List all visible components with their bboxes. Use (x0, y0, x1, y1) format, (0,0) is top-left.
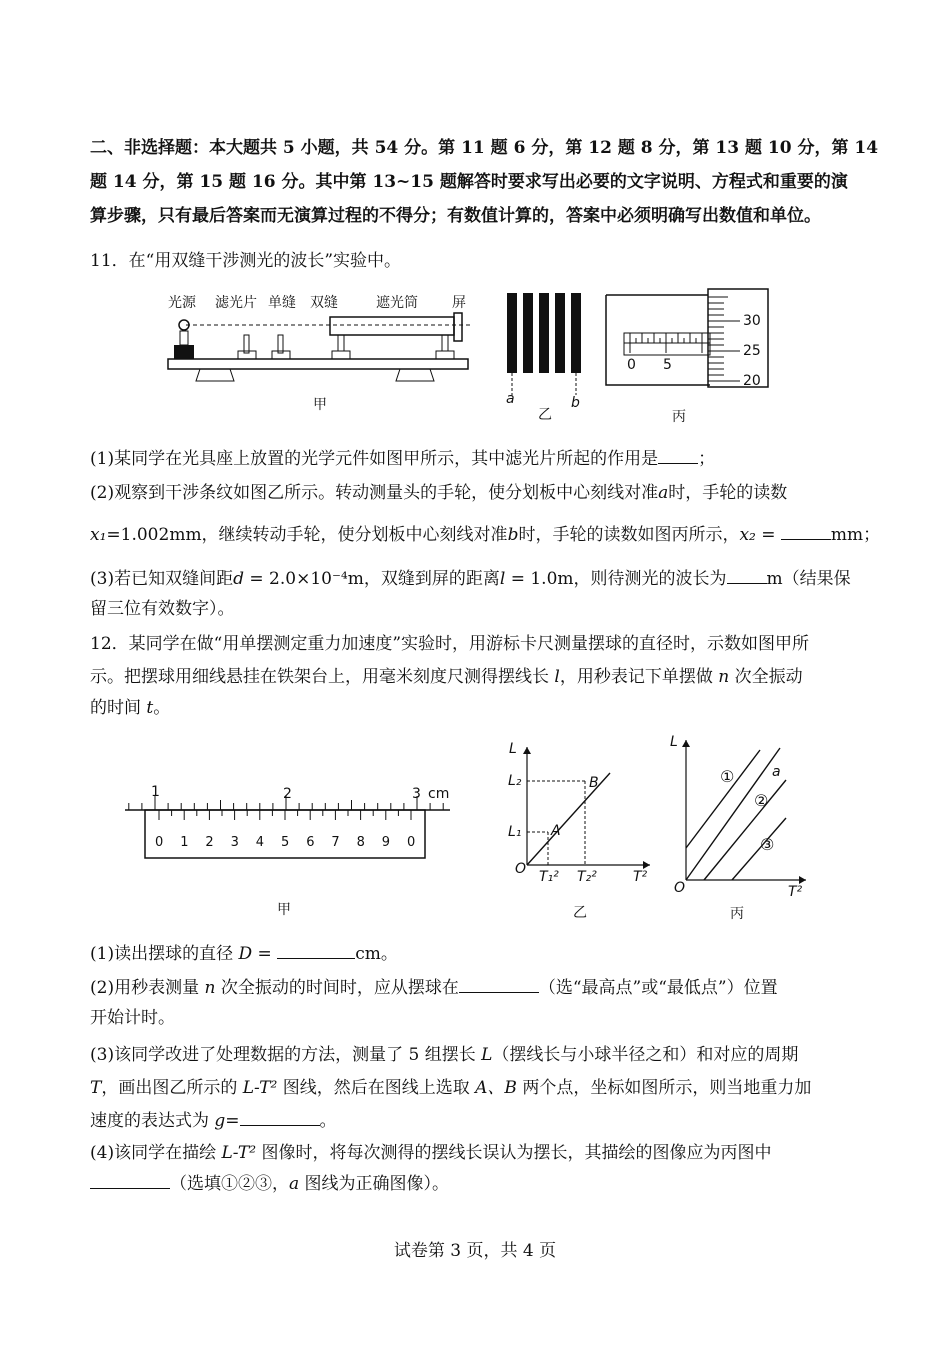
bing-label-3: ③ (760, 835, 775, 854)
answer-blank-filter[interactable] (658, 463, 698, 464)
q12-part4: (4)该同学在描绘 L-T² 图像时，将每次测得的摆线长误认为摆长，其描绘的图像应为丙图中 (90, 1143, 772, 1163)
caliper-vernier-label: 0 (155, 835, 164, 850)
caliper-vernier-label: 2 (205, 835, 214, 850)
q12-part2-cont: 开始计时。 (90, 1008, 175, 1028)
q11-part2-cont: x₁=1.002mm，继续转动手轮，使分划板中心刻线对准b时，手轮的读数如图丙所示，x₂ = mm； (90, 525, 881, 545)
section-heading-line1: 二、非选择题：本大题共 5 小题，共 54 分。第 11 题 6 分，第 12 题 8 分，第 13 题 10 分，第 14 (90, 138, 879, 158)
q12-part4-cont: （选填①②③，a 图线为正确图像）。 (90, 1169, 449, 1194)
q11-figure-micrometer (600, 285, 780, 430)
label-single-slit: 单缝 (268, 295, 296, 311)
micrometer-main-5: 5 (663, 357, 672, 373)
caliper-vernier-label: 9 (381, 835, 391, 850)
q11-stem: 11．在“用双缝干涉测光的波长”实验中。 (90, 251, 402, 271)
q12-yi-caption: 乙 (573, 905, 587, 921)
yi-x-axis: T² (633, 869, 648, 885)
yi-T1: T₁² (539, 869, 559, 885)
q11-part3: (3)若已知双缝间距d = 2.0×10⁻⁴m，双缝到屏的距离l = 1.0m，则待测光的波长为 m（结果保 (90, 569, 851, 589)
answer-blank-graph[interactable] (90, 1188, 170, 1189)
drum-label-20: 20 (743, 373, 761, 389)
caliper-vernier-label: 8 (356, 835, 365, 850)
q12-figure-caliper (115, 780, 465, 925)
caliper-unit: cm (428, 786, 450, 802)
label-filter: 滤光片 (215, 295, 257, 311)
yi-y-axis: L (509, 741, 517, 757)
q12-stem-line3: 的时间 t。 (90, 698, 171, 718)
q12-part2: (2)用秒表测量 n 次全振动的时间时，应从摆球在 （选“最高点”或“最低点”）位置 (90, 978, 778, 998)
caliper-main-2: 2 (283, 786, 292, 802)
yi-point-A: A (551, 823, 561, 839)
answer-blank-g[interactable] (240, 1125, 320, 1126)
caliper-main-3: 3 (412, 786, 421, 802)
yi-point-B: B (589, 775, 599, 791)
bing-origin: O (674, 880, 686, 896)
q12-part3-cont2: 速度的表达式为 g= 。 (90, 1111, 337, 1131)
yi-L2: L₂ (508, 773, 522, 789)
caliper-main-1: 1 (151, 784, 160, 800)
marker-a: a (506, 391, 515, 407)
bing-y-axis: L (670, 734, 678, 750)
drum-label-25: 25 (743, 343, 761, 359)
section-heading-line3: 算步骤，只有最后答案而无演算过程的不得分；有数值计算的，答案中必须明确写出数值和单位。 (90, 206, 821, 226)
bing-label-a: a (772, 764, 781, 780)
yi-L1: L₁ (508, 824, 522, 840)
answer-blank-diameter[interactable] (277, 958, 355, 959)
label-screen: 屏 (452, 295, 466, 311)
label-tube: 遮光筒 (376, 295, 418, 311)
q11-part2: (2)观察到干涉条纹如图乙所示。转动测量头的手轮，使分划板中心刻线对准a时，手轮的读数 (90, 483, 788, 503)
answer-blank-position[interactable] (459, 992, 539, 993)
q12-part3: (3)该同学改进了处理数据的方法，测量了 5 组摆长 L（摆线长与小球半径之和）和对应的周期 (90, 1045, 799, 1065)
micrometer-main-0: 0 (627, 357, 636, 373)
q12-part3-cont: T，画出图乙所示的 L-T² 图线，然后在图线上选取 A、B 两个点，坐标如图所示，则当地重力加 (90, 1078, 812, 1098)
q12-stem-line1: 12．某同学在做“用单摆测定重力加速度”实验时，用游标卡尺测量摆球的直径时，示数如图甲所 (90, 634, 810, 654)
marker-b: b (571, 395, 580, 411)
bing-x-axis: T² (788, 884, 803, 900)
bing-line-1 (686, 750, 760, 848)
answer-blank-wavelength[interactable] (727, 583, 767, 584)
caliper-vernier-label: 4 (255, 835, 265, 850)
caliper-vernier-label: 5 (281, 835, 290, 850)
q12-part1: (1)读出摆球的直径 D = cm。 (90, 944, 398, 964)
label-light-source: 光源 (168, 295, 196, 311)
q12-stem-line2: 示。把摆球用细线悬挂在铁架台上，用毫米刻度尺测得摆线长 l，用秒表记下单摆做 n 次全振动 (90, 667, 803, 687)
caliper-vernier-label: 0 (407, 835, 416, 850)
caliper-vernier-label: 6 (306, 835, 315, 850)
bing-line-3 (732, 818, 786, 880)
q11-fig3-caption: 丙 (672, 409, 686, 425)
q11-figure-optical-bench (160, 285, 480, 425)
q11-part3-cont: 留三位有效数字）。 (90, 599, 235, 619)
q11-fig2-caption: 乙 (538, 407, 552, 423)
q12-graph-yi (505, 735, 660, 925)
q11-part1: (1)某同学在光具座上放置的光学元件如图甲所示，其中滤光片所起的作用是 ； (90, 449, 716, 469)
caliper-vernier-label: 7 (331, 835, 340, 850)
caliper-vernier-label: 1 (180, 835, 189, 850)
drum-label-30: 30 (743, 313, 761, 329)
page-footer: 试卷第 3 页，共 4 页 (393, 1241, 557, 1261)
q12-graph-bing (668, 730, 818, 925)
q11-figure-fringes (500, 285, 590, 425)
caliper-vernier-label: 3 (230, 835, 239, 850)
bing-label-1: ① (720, 767, 735, 786)
section-heading-line2: 题 14 分，第 15 题 16 分。其中第 13~15 题解答时要求写出必要的文字说明、方程式和重要的演 (90, 172, 848, 192)
yi-origin: O (515, 861, 527, 877)
bing-label-2: ② (754, 791, 769, 810)
q11-fig1-caption: 甲 (313, 397, 327, 413)
q12-caliper-caption: 甲 (277, 902, 291, 918)
yi-T2: T₂² (577, 869, 597, 885)
q12-bing-caption: 丙 (730, 906, 744, 922)
answer-blank-x2[interactable] (781, 539, 831, 540)
label-double-slit: 双缝 (310, 295, 338, 311)
